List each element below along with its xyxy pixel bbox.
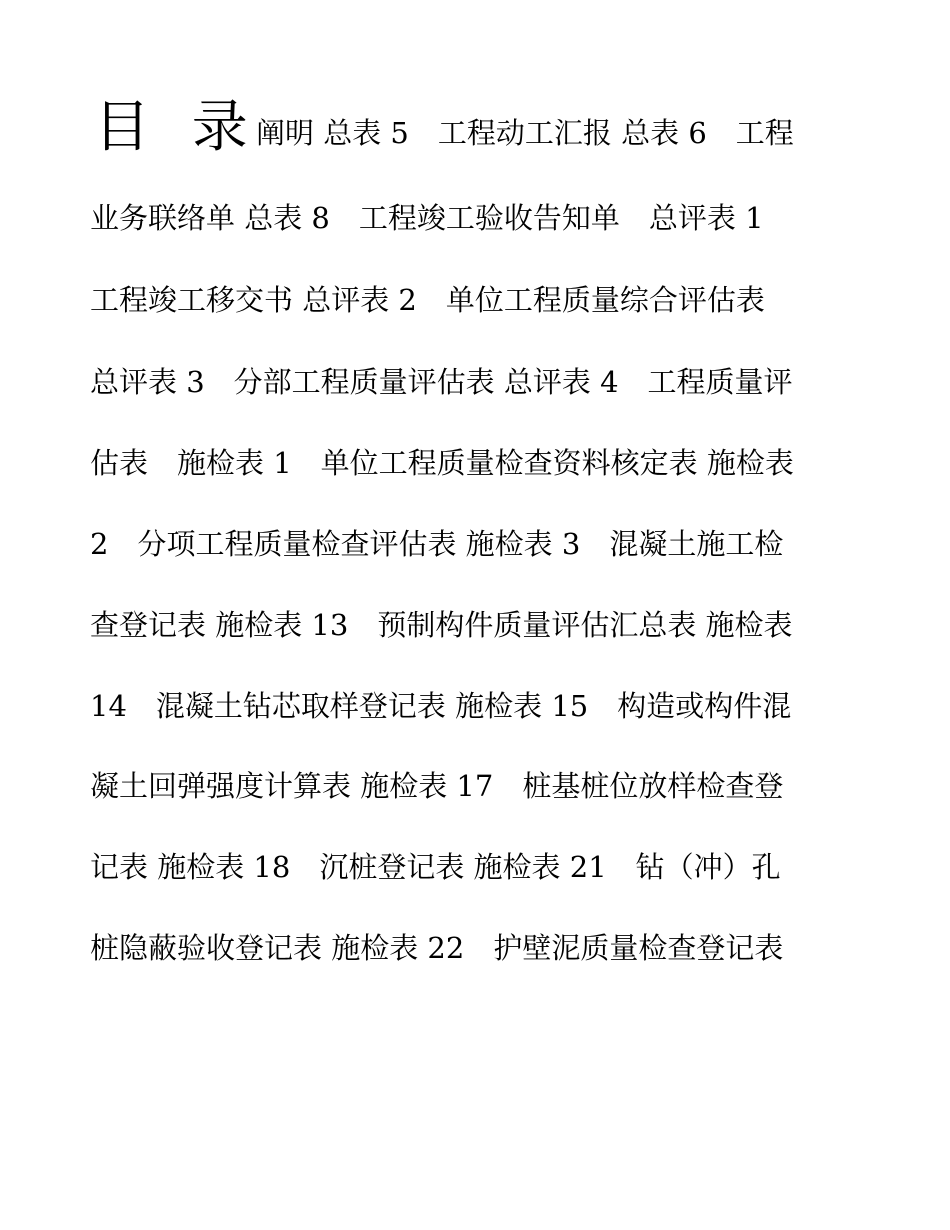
toc-line-9: 凝土回弹强度计算表 施检表 17 桩基桩位放样检查登 [90,769,784,803]
toc-title: 目 录 [94,95,260,160]
toc-line-11: 桩隐蔽验收登记表 施检表 22 护壁泥质量检查登记表 [90,931,784,965]
toc-line-7: 查登记表 施检表 13 预制构件质量评估汇总表 施检表 [90,608,793,642]
toc-line-10: 记表 施检表 18 沉桩登记表 施检表 21 钻（冲）孔 [90,850,781,884]
toc-line-3: 工程竣工移交书 总评表 2 单位工程质量综合评估表 [90,283,765,317]
toc-line-4: 总评表 3 分部工程质量评估表 总评表 4 工程质量评 [90,365,793,399]
toc-line-1: 阐明 总表 5 工程动工汇报 总表 6 工程 [256,116,794,150]
toc-line-8: 14 混凝土钻芯取样登记表 施检表 15 构造或构件混 [90,689,792,723]
toc-line-6: 2 分项工程质量检查评估表 施检表 3 混凝土施工检 [90,527,784,561]
toc-line-2: 业务联络单 总表 8 工程竣工验收告知单 总评表 1 [90,201,764,235]
toc-line-5: 估表 施检表 1 单位工程质量检查资料核定表 施检表 [90,446,794,480]
